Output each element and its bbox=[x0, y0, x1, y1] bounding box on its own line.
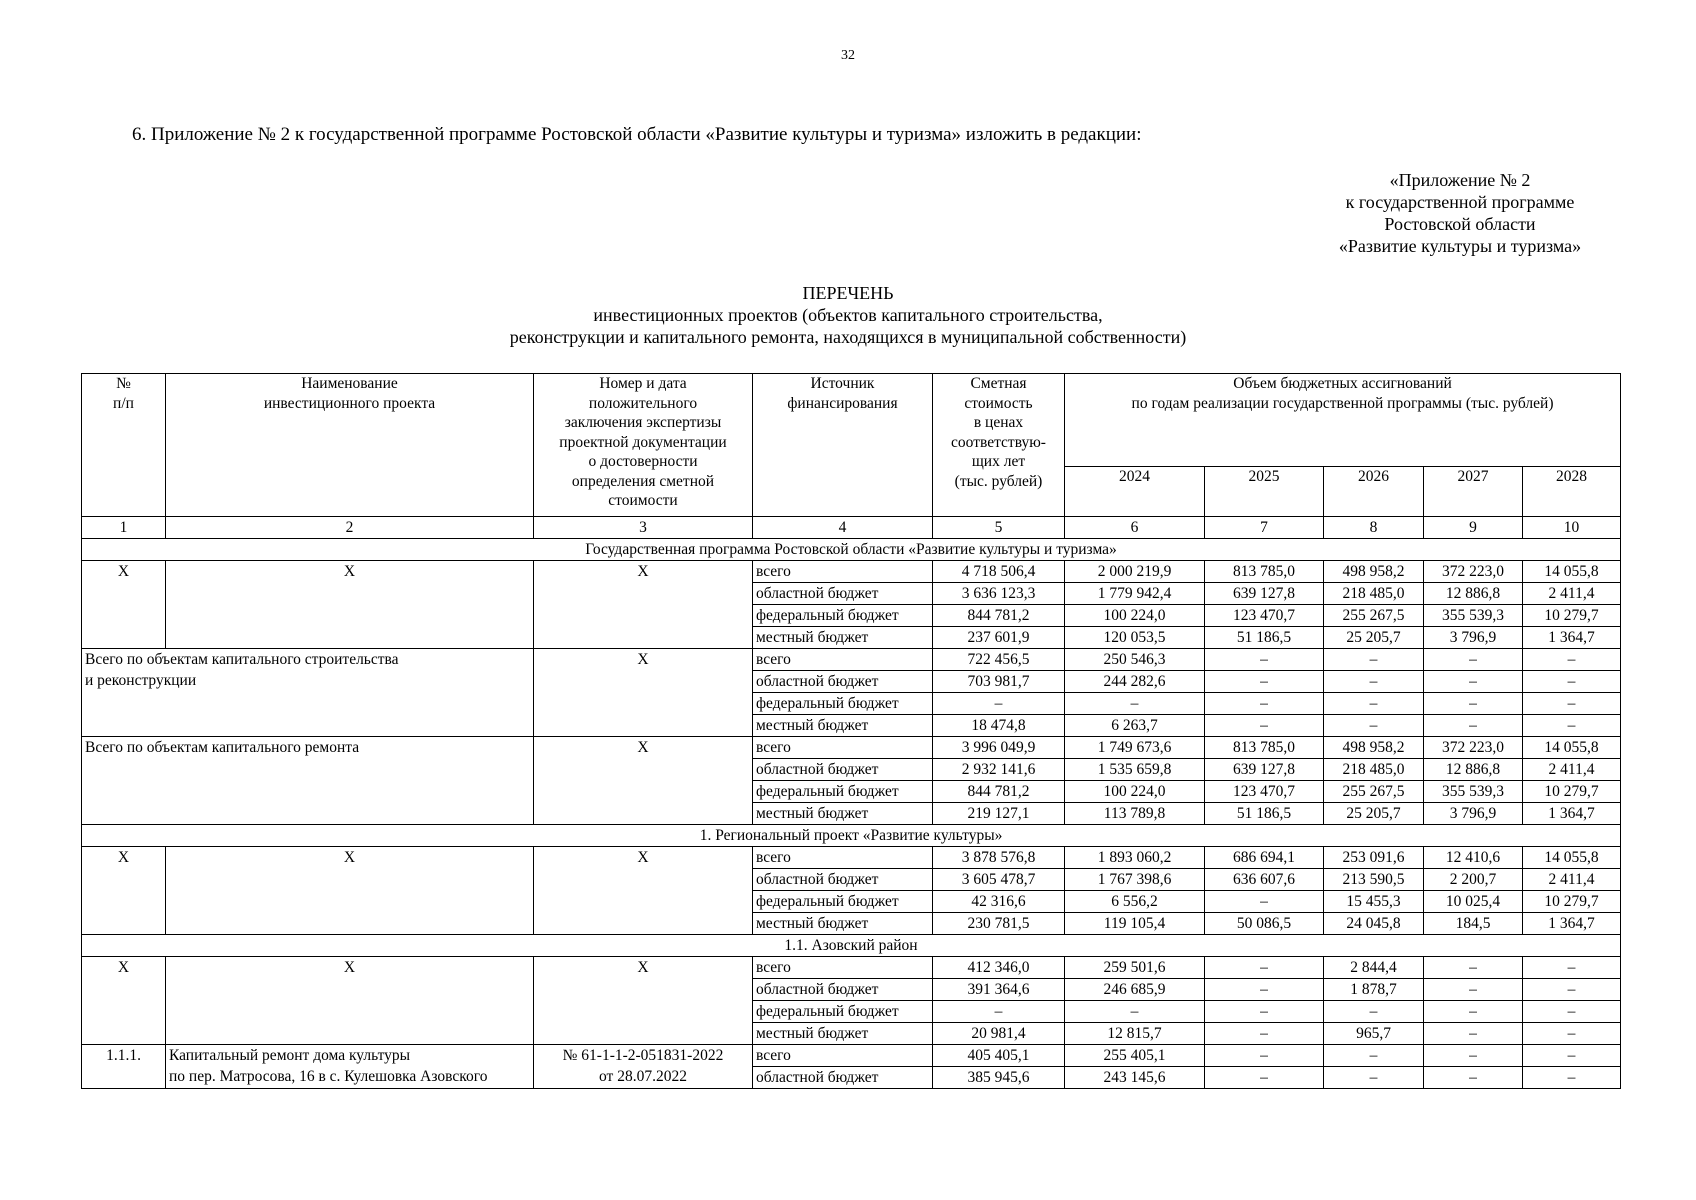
budget-value-cell: – bbox=[1324, 649, 1424, 671]
funding-source: всего bbox=[753, 561, 933, 583]
estimate-cost-cell: 3 636 123,3 bbox=[933, 583, 1065, 605]
estimate-cost-cell: 3 996 049,9 bbox=[933, 737, 1065, 759]
estimate-cost-cell: 703 981,7 bbox=[933, 671, 1065, 693]
budget-value-cell: 2 411,4 bbox=[1523, 869, 1621, 891]
budget-value-cell: 12 886,8 bbox=[1424, 583, 1523, 605]
project-name: Х bbox=[166, 957, 534, 1045]
estimate-cost-cell: 844 781,2 bbox=[933, 781, 1065, 803]
budget-value-cell: 1 893 060,2 bbox=[1065, 847, 1205, 869]
appendix-line: «Развитие культуры и туризма» bbox=[1338, 236, 1582, 256]
budget-value-cell: 372 223,0 bbox=[1424, 561, 1523, 583]
budget-value-cell: – bbox=[1205, 1067, 1324, 1089]
budget-value-cell: 250 546,3 bbox=[1065, 649, 1205, 671]
budget-value-cell: – bbox=[1205, 693, 1324, 715]
estimate-cost-cell: 230 781,5 bbox=[933, 913, 1065, 935]
column-number: 5 bbox=[933, 517, 1065, 539]
budget-value-cell: – bbox=[1324, 1067, 1424, 1089]
budget-value-cell: – bbox=[1324, 671, 1424, 693]
budget-value-cell: – bbox=[1424, 649, 1523, 671]
budget-value-cell: 12 815,7 bbox=[1065, 1023, 1205, 1045]
budget-value-cell: – bbox=[1205, 1023, 1324, 1045]
budget-value-cell: 244 282,6 bbox=[1065, 671, 1205, 693]
budget-value-cell: 10 279,7 bbox=[1523, 781, 1621, 803]
funding-source: областной бюджет bbox=[753, 1067, 933, 1089]
budget-value-cell: – bbox=[1205, 957, 1324, 979]
table-body bbox=[82, 539, 1621, 1089]
budget-value-cell: – bbox=[1205, 649, 1324, 671]
estimate-cost-cell: 722 456,5 bbox=[933, 649, 1065, 671]
budget-value-cell: – bbox=[1324, 1045, 1424, 1067]
budget-value-cell: 1 364,7 bbox=[1523, 627, 1621, 649]
row-number: Х bbox=[82, 561, 166, 649]
budget-value-cell: 1 535 659,8 bbox=[1065, 759, 1205, 781]
funding-source: всего bbox=[753, 957, 933, 979]
funding-source: местный бюджет bbox=[753, 913, 933, 935]
budget-value-cell: 6 556,2 bbox=[1065, 891, 1205, 913]
budget-value-cell: 1 767 398,6 bbox=[1065, 869, 1205, 891]
budget-value-cell: – bbox=[1424, 715, 1523, 737]
budget-value-cell: 113 789,8 bbox=[1065, 803, 1205, 825]
budget-value-cell: – bbox=[1065, 693, 1205, 715]
budget-value-cell: – bbox=[1523, 671, 1621, 693]
funding-source: федеральный бюджет bbox=[753, 1001, 933, 1023]
budget-value-cell: – bbox=[1523, 1067, 1621, 1089]
table-row bbox=[82, 649, 1621, 671]
budget-value-cell: – bbox=[1424, 1045, 1523, 1067]
budget-value-cell: 498 958,2 bbox=[1324, 561, 1424, 583]
budget-value-cell: – bbox=[1523, 1045, 1621, 1067]
budget-value-cell: 25 205,7 bbox=[1324, 627, 1424, 649]
budget-value-cell: – bbox=[1205, 891, 1324, 913]
funding-source: федеральный бюджет bbox=[753, 781, 933, 803]
header-year: 2026 bbox=[1324, 467, 1424, 517]
budget-value-cell: 14 055,8 bbox=[1523, 737, 1621, 759]
column-number: 2 bbox=[166, 517, 534, 539]
row-number: Х bbox=[82, 847, 166, 935]
intro-paragraph: 6. Приложение № 2 к государственной программе Ростовской области «Развитие культуры и туризма» изложить в редакции: bbox=[132, 124, 1142, 145]
project-name: Х bbox=[166, 561, 534, 649]
budget-value-cell: 218 485,0 bbox=[1324, 759, 1424, 781]
budget-value-cell: 213 590,5 bbox=[1324, 869, 1424, 891]
column-number: 8 bbox=[1324, 517, 1424, 539]
budget-value-cell: 1 779 942,4 bbox=[1065, 583, 1205, 605]
table-row bbox=[82, 737, 1621, 759]
column-number: 4 bbox=[753, 517, 933, 539]
estimate-cost-cell: 2 932 141,6 bbox=[933, 759, 1065, 781]
budget-value-cell: – bbox=[1523, 649, 1621, 671]
budget-value-cell: 14 055,8 bbox=[1523, 847, 1621, 869]
section-title: 1. Региональный проект «Развитие культуры» bbox=[82, 825, 1621, 847]
budget-value-cell: – bbox=[1424, 957, 1523, 979]
budget-value-cell: – bbox=[1424, 693, 1523, 715]
funding-source: областной бюджет bbox=[753, 583, 933, 605]
budget-value-cell: 2 200,7 bbox=[1424, 869, 1523, 891]
budget-value-cell: 123 470,7 bbox=[1205, 605, 1324, 627]
budget-value-cell: 355 539,3 bbox=[1424, 605, 1523, 627]
header-budget-group: Объем бюджетных ассигнований по годам реализации государственной программы (тыс. рублей) bbox=[1065, 374, 1621, 467]
appendix-line: к государственной программе bbox=[1345, 192, 1575, 212]
budget-value-cell: – bbox=[1424, 671, 1523, 693]
appendix-line: Ростовской области bbox=[1384, 214, 1536, 234]
budget-value-cell: 253 091,6 bbox=[1324, 847, 1424, 869]
budget-value-cell: 636 607,6 bbox=[1205, 869, 1324, 891]
funding-source: местный бюджет bbox=[753, 1023, 933, 1045]
budget-value-cell: 498 958,2 bbox=[1324, 737, 1424, 759]
estimate-cost-cell: 3 878 576,8 bbox=[933, 847, 1065, 869]
section-title-row bbox=[82, 935, 1621, 957]
budget-value-cell: 965,7 bbox=[1324, 1023, 1424, 1045]
expertise-conclusion: Х bbox=[534, 649, 753, 737]
column-number: 10 bbox=[1523, 517, 1621, 539]
budget-value-cell: 813 785,0 bbox=[1205, 561, 1324, 583]
row-number: Х bbox=[82, 957, 166, 1045]
header-year: 2024 bbox=[1065, 467, 1205, 517]
expertise-conclusion: Х bbox=[534, 957, 753, 1045]
total-label: Всего по объектам капитального строительства и реконструкции bbox=[82, 649, 534, 737]
budget-value-cell: 6 263,7 bbox=[1065, 715, 1205, 737]
column-numbers-row bbox=[82, 517, 1621, 539]
budget-value-cell: 255 267,5 bbox=[1324, 781, 1424, 803]
budget-value-cell: 100 224,0 bbox=[1065, 781, 1205, 803]
budget-value-cell: – bbox=[1065, 1001, 1205, 1023]
budget-value-cell: – bbox=[1324, 1001, 1424, 1023]
funding-source: всего bbox=[753, 1045, 933, 1067]
estimate-cost-cell: 405 405,1 bbox=[933, 1045, 1065, 1067]
budget-value-cell: – bbox=[1205, 715, 1324, 737]
funding-source: всего bbox=[753, 649, 933, 671]
budget-value-cell: 218 485,0 bbox=[1324, 583, 1424, 605]
budget-value-cell: – bbox=[1205, 671, 1324, 693]
table-row bbox=[82, 561, 1621, 583]
document-title bbox=[0, 282, 1696, 348]
project-name: Капитальный ремонт дома культуры по пер. Матросова, 16 в с. Кулешовка Азовского bbox=[166, 1045, 534, 1089]
budget-value-cell: 2 411,4 bbox=[1523, 759, 1621, 781]
budget-value-cell: 10 279,7 bbox=[1523, 605, 1621, 627]
column-number: 9 bbox=[1424, 517, 1523, 539]
expertise-conclusion: Х bbox=[534, 737, 753, 825]
budget-value-cell: 246 685,9 bbox=[1065, 979, 1205, 1001]
budget-value-cell: 639 127,8 bbox=[1205, 583, 1324, 605]
expertise-conclusion: № 61-1-1-2-051831-2022 от 28.07.2022 bbox=[534, 1045, 753, 1089]
budget-value-cell: – bbox=[1424, 1023, 1523, 1045]
budget-value-cell: 355 539,3 bbox=[1424, 781, 1523, 803]
header-year: 2025 bbox=[1205, 467, 1324, 517]
budget-value-cell: 1 878,7 bbox=[1324, 979, 1424, 1001]
estimate-cost-cell: 385 945,6 bbox=[933, 1067, 1065, 1089]
appendix-line: «Приложение № 2 bbox=[1389, 170, 1531, 190]
section-title-row bbox=[82, 539, 1621, 561]
column-number: 6 bbox=[1065, 517, 1205, 539]
budget-value-cell: – bbox=[1523, 1001, 1621, 1023]
header-col-num: № п/п bbox=[82, 374, 166, 517]
budget-value-cell: 2 000 219,9 bbox=[1065, 561, 1205, 583]
column-number: 7 bbox=[1205, 517, 1324, 539]
budget-value-cell: – bbox=[1324, 693, 1424, 715]
budget-value-cell: 255 267,5 bbox=[1324, 605, 1424, 627]
project-name: Х bbox=[166, 847, 534, 935]
budget-value-cell: 10 279,7 bbox=[1523, 891, 1621, 913]
funding-source: местный бюджет bbox=[753, 715, 933, 737]
estimate-cost-cell: 3 605 478,7 bbox=[933, 869, 1065, 891]
section-title: 1.1. Азовский район bbox=[82, 935, 1621, 957]
appendix-note bbox=[1310, 169, 1610, 257]
estimate-cost-cell: 42 316,6 bbox=[933, 891, 1065, 913]
title-line: инвестиционных проектов (объектов капитального строительства, bbox=[593, 305, 1103, 325]
estimate-cost-cell: 391 364,6 bbox=[933, 979, 1065, 1001]
expertise-conclusion: Х bbox=[534, 561, 753, 649]
budget-value-cell: 2 411,4 bbox=[1523, 583, 1621, 605]
budget-value-cell: 3 796,9 bbox=[1424, 627, 1523, 649]
funding-source: областной бюджет bbox=[753, 979, 933, 1001]
funding-source: всего bbox=[753, 737, 933, 759]
budget-value-cell: – bbox=[1205, 1045, 1324, 1067]
table-row bbox=[82, 957, 1621, 979]
budget-value-cell: 3 796,9 bbox=[1424, 803, 1523, 825]
budget-value-cell: 259 501,6 bbox=[1065, 957, 1205, 979]
header-col-source: Источник финансирования bbox=[753, 374, 933, 517]
budget-value-cell: – bbox=[1523, 979, 1621, 1001]
budget-value-cell: – bbox=[1523, 1023, 1621, 1045]
budget-value-cell: – bbox=[1523, 715, 1621, 737]
estimate-cost-cell: 219 127,1 bbox=[933, 803, 1065, 825]
estimate-cost-cell: 18 474,8 bbox=[933, 715, 1065, 737]
title-line: ПЕРЕЧЕНЬ bbox=[802, 283, 894, 303]
estimate-cost-cell: – bbox=[933, 1001, 1065, 1023]
estimate-cost-cell: 844 781,2 bbox=[933, 605, 1065, 627]
budget-value-cell: 24 045,8 bbox=[1324, 913, 1424, 935]
budget-value-cell: 12 886,8 bbox=[1424, 759, 1523, 781]
investment-projects-table bbox=[81, 373, 1621, 1089]
budget-value-cell: – bbox=[1424, 1067, 1523, 1089]
budget-value-cell: 15 455,3 bbox=[1324, 891, 1424, 913]
budget-value-cell: 639 127,8 bbox=[1205, 759, 1324, 781]
page-number: 32 bbox=[841, 48, 855, 63]
budget-value-cell: – bbox=[1523, 957, 1621, 979]
column-number: 1 bbox=[82, 517, 166, 539]
header-year: 2027 bbox=[1424, 467, 1523, 517]
budget-value-cell: 1 364,7 bbox=[1523, 803, 1621, 825]
budget-value-cell: 119 105,4 bbox=[1065, 913, 1205, 935]
estimate-cost-cell: 4 718 506,4 bbox=[933, 561, 1065, 583]
header-col-conclusion: Номер и дата положительного заключения экспертизы проектной документации о достоверности определения сметной стоимости bbox=[534, 374, 753, 517]
funding-source: федеральный бюджет bbox=[753, 891, 933, 913]
table-row bbox=[82, 1045, 1621, 1067]
budget-value-cell: 123 470,7 bbox=[1205, 781, 1324, 803]
table-row bbox=[82, 847, 1621, 869]
header-col-estimate: Сметная стоимость в ценах соответствую- щих лет (тыс. рублей) bbox=[933, 374, 1065, 517]
section-title: Государственная программа Ростовской области «Развитие культуры и туризма» bbox=[82, 539, 1621, 561]
budget-value-cell: 1 364,7 bbox=[1523, 913, 1621, 935]
funding-source: местный бюджет bbox=[753, 803, 933, 825]
estimate-cost-cell: – bbox=[933, 693, 1065, 715]
column-number: 3 bbox=[534, 517, 753, 539]
budget-value-cell: 2 844,4 bbox=[1324, 957, 1424, 979]
budget-value-cell: – bbox=[1424, 979, 1523, 1001]
budget-value-cell: 1 749 673,6 bbox=[1065, 737, 1205, 759]
total-label: Всего по объектам капитального ремонта bbox=[82, 737, 534, 825]
funding-source: всего bbox=[753, 847, 933, 869]
budget-value-cell: 12 410,6 bbox=[1424, 847, 1523, 869]
header-row bbox=[82, 374, 1621, 467]
budget-value-cell: 372 223,0 bbox=[1424, 737, 1523, 759]
budget-value-cell: 10 025,4 bbox=[1424, 891, 1523, 913]
estimate-cost-cell: 412 346,0 bbox=[933, 957, 1065, 979]
budget-value-cell: 50 086,5 bbox=[1205, 913, 1324, 935]
funding-source: областной бюджет bbox=[753, 759, 933, 781]
funding-source: областной бюджет bbox=[753, 869, 933, 891]
funding-source: областной бюджет bbox=[753, 671, 933, 693]
budget-value-cell: 51 186,5 bbox=[1205, 803, 1324, 825]
budget-value-cell: 51 186,5 bbox=[1205, 627, 1324, 649]
budget-value-cell: 813 785,0 bbox=[1205, 737, 1324, 759]
budget-value-cell: 120 053,5 bbox=[1065, 627, 1205, 649]
budget-value-cell: 184,5 bbox=[1424, 913, 1523, 935]
estimate-cost-cell: 20 981,4 bbox=[933, 1023, 1065, 1045]
expertise-conclusion: Х bbox=[534, 847, 753, 935]
funding-source: федеральный бюджет bbox=[753, 605, 933, 627]
budget-value-cell: – bbox=[1205, 1001, 1324, 1023]
budget-value-cell: – bbox=[1523, 693, 1621, 715]
header-year: 2028 bbox=[1523, 467, 1621, 517]
budget-value-cell: – bbox=[1324, 715, 1424, 737]
budget-value-cell: 255 405,1 bbox=[1065, 1045, 1205, 1067]
budget-value-cell: – bbox=[1205, 979, 1324, 1001]
section-title-row bbox=[82, 825, 1621, 847]
budget-value-cell: 14 055,8 bbox=[1523, 561, 1621, 583]
funding-source: местный бюджет bbox=[753, 627, 933, 649]
budget-value-cell: – bbox=[1424, 1001, 1523, 1023]
row-number: 1.1.1. bbox=[82, 1045, 166, 1089]
budget-value-cell: 243 145,6 bbox=[1065, 1067, 1205, 1089]
funding-source: федеральный бюджет bbox=[753, 693, 933, 715]
budget-value-cell: 686 694,1 bbox=[1205, 847, 1324, 869]
budget-value-cell: 25 205,7 bbox=[1324, 803, 1424, 825]
estimate-cost-cell: 237 601,9 bbox=[933, 627, 1065, 649]
header-col-name: Наименование инвестиционного проекта bbox=[166, 374, 534, 517]
budget-value-cell: 100 224,0 bbox=[1065, 605, 1205, 627]
title-line: реконструкции и капитального ремонта, находящихся в муниципальной собственности) bbox=[509, 327, 1187, 347]
